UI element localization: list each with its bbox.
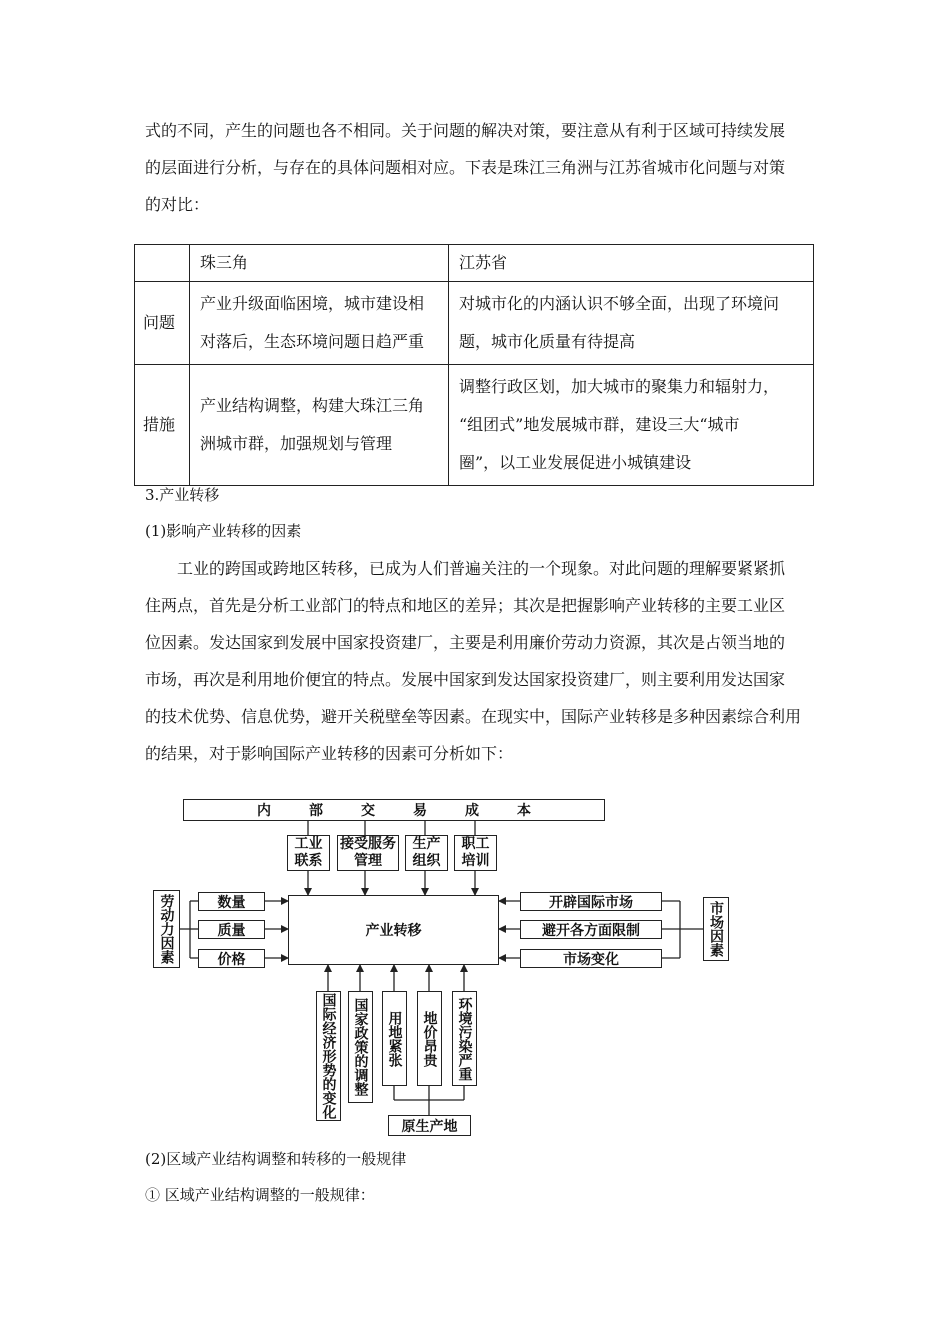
internal-cost-bar: 内部交易成本: [183, 799, 605, 821]
subsection-title: (1)影响产业转移的因素: [145, 522, 302, 540]
labor-factor-box: 劳动力因素: [153, 890, 180, 968]
cell-line: “组团式”地发展城市群，建设三大“城市: [459, 415, 740, 434]
bottom-factor-box: 用地紧张: [382, 991, 407, 1086]
paragraph-line: 位因素。发达国家到发展中国家投资建厂，主要是利用廉价劳动力资源，其次是占领当地的: [145, 633, 786, 652]
bottom-factor-box: 国际经济形势的变化: [316, 991, 341, 1121]
bottom-factor-box: 国家政策的调整: [348, 991, 373, 1103]
top-factor-box: 生产组织: [405, 835, 448, 871]
right-factor-box: 避开各方面限制: [520, 920, 662, 939]
section-title: 3.产业转移: [145, 486, 220, 504]
paragraph-line: 住两点，首先是分析工业部门的特点和地区的差异；其次是把握影响产业转移的主要工业区: [145, 596, 786, 615]
factors-diagram: [145, 795, 735, 1140]
top-factor-box: 接受服务管理: [337, 835, 399, 871]
table-cell: [190, 365, 449, 486]
table-header-cell: [135, 245, 190, 282]
right-factor-box: 市场变化: [520, 949, 662, 968]
row-label: 措施: [135, 365, 190, 486]
table-row: [135, 365, 814, 486]
cell-line: 对城市化的内涵认识不够全面，出现了环境问: [459, 294, 780, 313]
bottom-factor-box: 环境污染严重: [452, 991, 477, 1086]
section-paragraph: [145, 550, 810, 772]
market-factor-box: 市场因素: [703, 897, 729, 961]
row-label: 问题: [135, 282, 190, 365]
table-header-row: [135, 245, 814, 282]
cell-line: 产业升级面临困境，城市建设相: [200, 294, 425, 313]
paragraph-line: 工业的跨国或跨地区转移，已成为人们普遍关注的一个现象。对此问题的理解要紧紧抓: [177, 559, 786, 578]
table-cell: [190, 282, 449, 365]
table-header-cell: 江苏省: [449, 245, 814, 282]
paragraph-line: 的结果，对于影响国际产业转移的因素可分析如下：: [145, 744, 514, 763]
cell-line: 洲城市群，加强规划与管理: [200, 434, 393, 453]
cell-line: 对落后，生态环境问题日趋严重: [200, 332, 425, 351]
paragraph-line: 市场，再次是利用地价便宜的特点。发展中国家到发达国家投资建厂，则主要利用发达国家: [145, 670, 786, 689]
intro-line: 式的不同，产生的问题也各不相同。关于问题的解决对策，要注意从有利于区域可持续发展: [145, 121, 786, 140]
right-factor-box: 开辟国际市场: [520, 892, 662, 911]
subsection-title: ① 区域产业结构调整的一般规律：: [145, 1186, 375, 1204]
left-factor-box: 质量: [198, 920, 265, 939]
table-cell: [449, 365, 814, 486]
top-factor-box: 职工培训: [454, 835, 497, 871]
industry-transfer-center: 产业转移: [288, 895, 499, 965]
cell-line: 产业结构调整，构建大珠江三角: [200, 396, 425, 415]
cell-line: 题，城市化质量有待提高: [459, 332, 636, 351]
subsection-title: (2)区域产业结构调整和转移的一般规律: [145, 1150, 407, 1168]
comparison-table: [134, 244, 814, 486]
left-factor-box: 价格: [198, 949, 265, 968]
bottom-factor-box: 地价昂贵: [417, 991, 442, 1086]
intro-line: 的对比：: [145, 195, 210, 214]
table-row: [135, 282, 814, 365]
left-factor-box: 数量: [198, 892, 265, 911]
cell-line: 圈”，以工业发展促进小城镇建设: [459, 453, 692, 472]
original-site-box: 原生产地: [388, 1115, 471, 1136]
table-cell: [449, 282, 814, 365]
intro-line: 的层面进行分析，与存在的具体问题相对应。下表是珠江三角洲与江苏省城市化问题与对策: [145, 158, 786, 177]
intro-paragraph: [145, 112, 810, 223]
paragraph-line: 的技术优势、信息优势，避开关税壁垒等因素。在现实中，国际产业转移是多种因素综合利用: [145, 707, 802, 726]
table-header-cell: 珠三角: [190, 245, 449, 282]
top-factor-box: 工业联系: [287, 835, 330, 871]
cell-line: 调整行政区划，加大城市的聚集力和辐射力，: [459, 377, 780, 396]
